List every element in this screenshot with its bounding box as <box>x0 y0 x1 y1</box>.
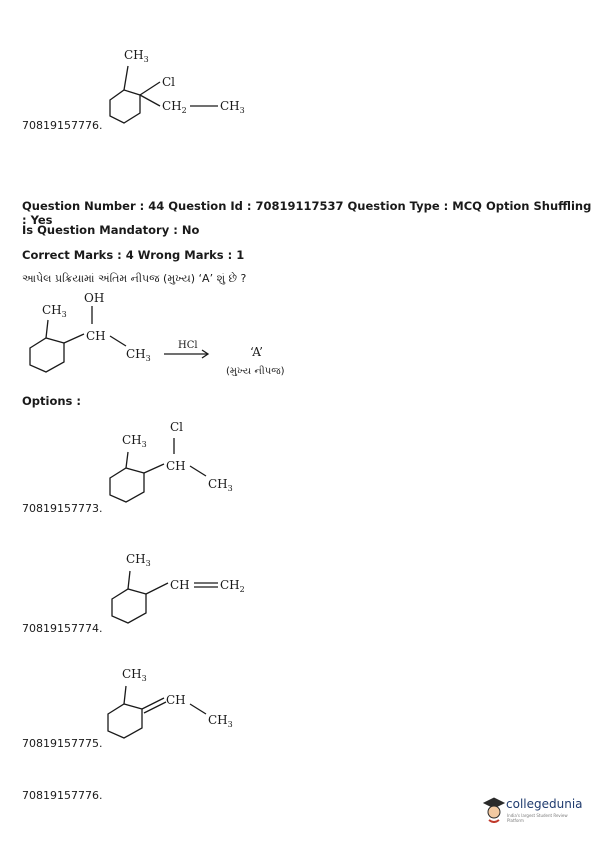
option-2-ch2: $CH_2$ <box>220 578 245 594</box>
reactant-ring <box>30 338 64 372</box>
chloro-bond <box>140 82 160 95</box>
option-3-double-bond-b <box>144 702 166 713</box>
reactant-ch-bond <box>64 334 84 343</box>
brand-logo <box>482 795 582 825</box>
brand-name: collegedunia <box>506 797 583 811</box>
option-3-methyl-bond <box>124 686 126 704</box>
brand-tagline: India's largest Student Review Platform <box>507 813 568 823</box>
option-2-ch: CH <box>170 578 190 592</box>
reactant-chain-bond <box>110 336 126 346</box>
product-note: (મુખ્ય નીપજ) <box>226 366 285 377</box>
graduate-icon <box>482 795 506 823</box>
ch3-top-label: $CH_3$ <box>124 48 149 64</box>
options-label: Options : <box>22 394 81 408</box>
reactant-methyl-bond <box>46 320 48 338</box>
option-1-structure <box>100 418 250 510</box>
product-label: ‘A’ <box>250 345 263 359</box>
question-text: આપેલ પ્રક્રિયામાં અંતિમ નીપજ (મુખ્ય) ‘A’ શું છે ? <box>22 272 247 285</box>
option-3-id[interactable]: 70819157775. <box>22 737 103 750</box>
option-2-ch3-ring: $CH_3$ <box>126 552 151 568</box>
option-3-chain-bond <box>190 704 206 714</box>
option-3-ch: CH <box>166 693 186 707</box>
prev-option-structure <box>100 40 270 130</box>
option-2-ring <box>112 589 146 623</box>
question-marks: Correct Marks : 4 Wrong Marks : 1 <box>22 248 245 262</box>
option-2-ch-bond <box>146 583 168 594</box>
option-3-ch3-ring: $CH_3$ <box>122 667 147 683</box>
reagent-label: HCl <box>178 340 198 351</box>
option-1-ch3-ring: $CH_3$ <box>122 433 147 449</box>
prev-option-id: 70819157776. <box>22 119 103 132</box>
option-3-structure <box>96 660 256 746</box>
option-4-id[interactable]: 70819157776. <box>22 789 103 802</box>
option-1-ch3-chain: $CH_3$ <box>208 477 233 493</box>
option-1-chain-bond <box>190 466 206 476</box>
option-3-ch3-chain: $CH_3$ <box>208 713 233 729</box>
option-3-double-bond-a <box>142 698 164 709</box>
option-3-ring <box>108 704 142 738</box>
reactant-ch3-chain: $CH_3$ <box>126 347 151 363</box>
option-1-ring <box>110 468 144 502</box>
option-1-cl: Cl <box>170 420 184 434</box>
option-1-ch: CH <box>166 459 186 473</box>
question-header: Question Number : 44 Question Id : 70819117537 Question Type : MCQ Option Shuffling : Yes <box>22 199 592 227</box>
question-mandatory: Is Question Mandatory : No <box>22 223 200 237</box>
option-2-structure <box>100 545 260 631</box>
option-2-id[interactable]: 70819157774. <box>22 622 103 635</box>
ch2-label: $CH_2$ <box>162 99 187 115</box>
cl-label: Cl <box>162 75 176 89</box>
methyl-bond <box>124 66 128 90</box>
cyclohexane-ring <box>110 90 140 123</box>
ch3-end-label: $CH_3$ <box>220 99 245 115</box>
option-1-ch-bond <box>144 464 164 473</box>
ethyl-bond <box>140 95 160 106</box>
reaction-scheme <box>20 288 310 388</box>
option-1-methyl-bond <box>126 452 128 468</box>
reactant-ch3-ring: $CH_3$ <box>42 303 67 319</box>
reactant-oh: OH <box>84 291 105 305</box>
reactant-ch: CH <box>86 329 106 343</box>
option-1-id[interactable]: 70819157773. <box>22 502 103 515</box>
option-2-methyl-bond <box>128 571 130 589</box>
